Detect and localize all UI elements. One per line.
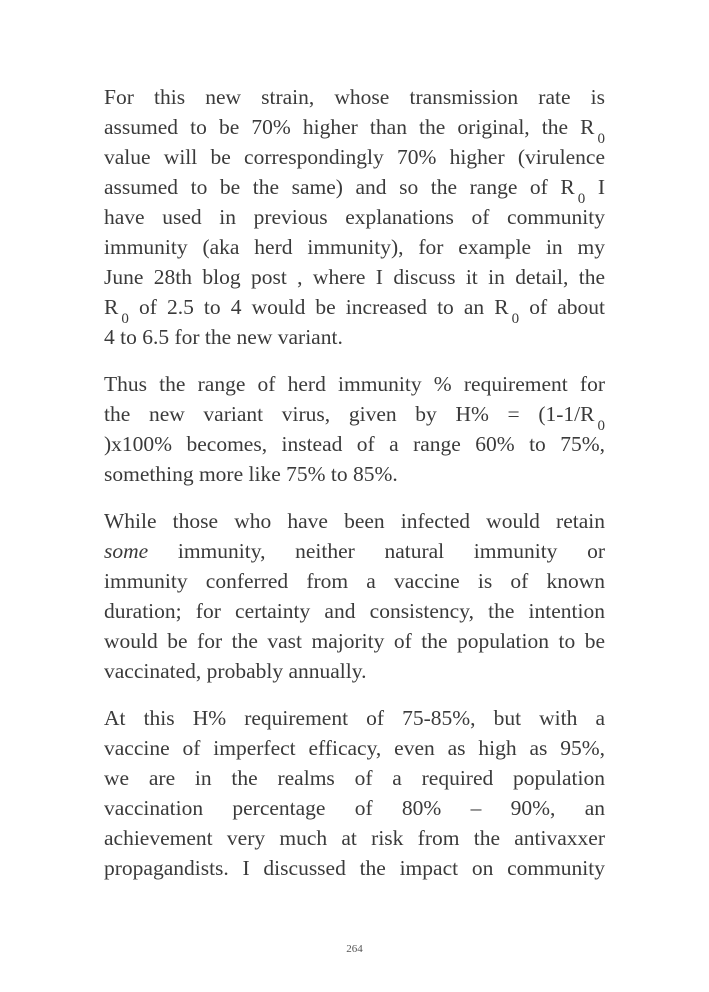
text-run: propagandists. I discussed the impact on community	[104, 856, 605, 880]
italic-text: some	[104, 539, 149, 563]
paragraph	[104, 82, 605, 352]
text-line	[104, 763, 605, 793]
text-run: have used in previous explanations of community	[104, 205, 605, 229]
text-line	[104, 703, 605, 733]
text-run: vaccination percentage of 80% – 90%, an	[104, 796, 605, 820]
text-run: we are in the realms of a required population	[104, 766, 605, 790]
text-run: immunity conferred from a vaccine is of known	[104, 569, 605, 593]
text-line	[104, 429, 605, 459]
text-run: vaccine of imperfect efficacy, even as high as 95%,	[104, 736, 605, 760]
text-line	[104, 322, 605, 352]
subscript: 0	[511, 311, 520, 327]
text-run: achievement very much at risk from the antivaxxer	[104, 826, 605, 850]
text-line	[104, 142, 605, 172]
text-run: June 28th blog post , where I discuss it in detail, the	[104, 265, 605, 289]
subscript: 0	[121, 311, 129, 327]
text-line	[104, 112, 605, 147]
text-line	[104, 626, 605, 656]
text-run: duration; for certainty and consistency, the intention	[104, 599, 605, 623]
text-line	[104, 823, 605, 853]
text-line	[104, 566, 605, 596]
text-run: vaccinated, probably annually.	[104, 659, 367, 683]
text-line	[104, 459, 605, 489]
text-run: At this H% requirement of 75-85%, but with a	[104, 706, 605, 730]
text-run: immunity, neither natural immunity or	[148, 539, 605, 563]
text-run: of about	[519, 295, 605, 319]
subscript: 0	[577, 191, 586, 207]
text-line	[104, 733, 605, 763]
subscript: 0	[597, 131, 605, 147]
text-run: of 2.5 to 4 would be increased to an R	[128, 295, 509, 319]
text-run: assumed to be 70% higher than the original, the R	[104, 115, 595, 139]
text-run: the new variant virus, given by H% = (1-1/R	[104, 402, 595, 426]
text-line	[104, 506, 605, 536]
text-run: I	[585, 175, 605, 199]
text-run: value will be correspondingly 70% higher (virulence	[104, 145, 605, 169]
text-run: R	[104, 295, 119, 319]
text-run: For this new strain, whose transmission rate is	[104, 85, 605, 109]
text-run: While those who have been infected would retain	[104, 509, 605, 533]
paragraph	[104, 369, 605, 489]
text-line	[104, 656, 605, 686]
text-line	[104, 262, 605, 292]
text-line	[104, 596, 605, 626]
text-run: )x100% becomes, instead of a range 60% to 75%,	[104, 432, 605, 456]
subscript: 0	[597, 418, 605, 434]
text-line	[104, 793, 605, 823]
text-run: would be for the vast majority of the population to be	[104, 629, 605, 653]
paragraph	[104, 506, 605, 686]
paragraph	[104, 703, 605, 883]
text-run: Thus the range of herd immunity % requirement for	[104, 372, 605, 396]
text-line	[104, 82, 605, 112]
text-run: immunity (aka herd immunity), for example in my	[104, 235, 605, 259]
document-body	[104, 82, 605, 900]
text-run: something more like 75% to 85%.	[104, 462, 398, 486]
text-line	[104, 172, 605, 207]
text-line	[104, 369, 605, 399]
page-number: 264	[346, 943, 363, 955]
text-line	[104, 232, 605, 262]
text-run: 4 to 6.5 for the new variant.	[104, 325, 343, 349]
text-line	[104, 202, 605, 232]
text-line	[104, 399, 605, 434]
text-line	[104, 292, 605, 327]
text-line	[104, 536, 605, 566]
text-run: assumed to be the same) and so the range of R	[104, 175, 575, 199]
text-line	[104, 853, 605, 883]
